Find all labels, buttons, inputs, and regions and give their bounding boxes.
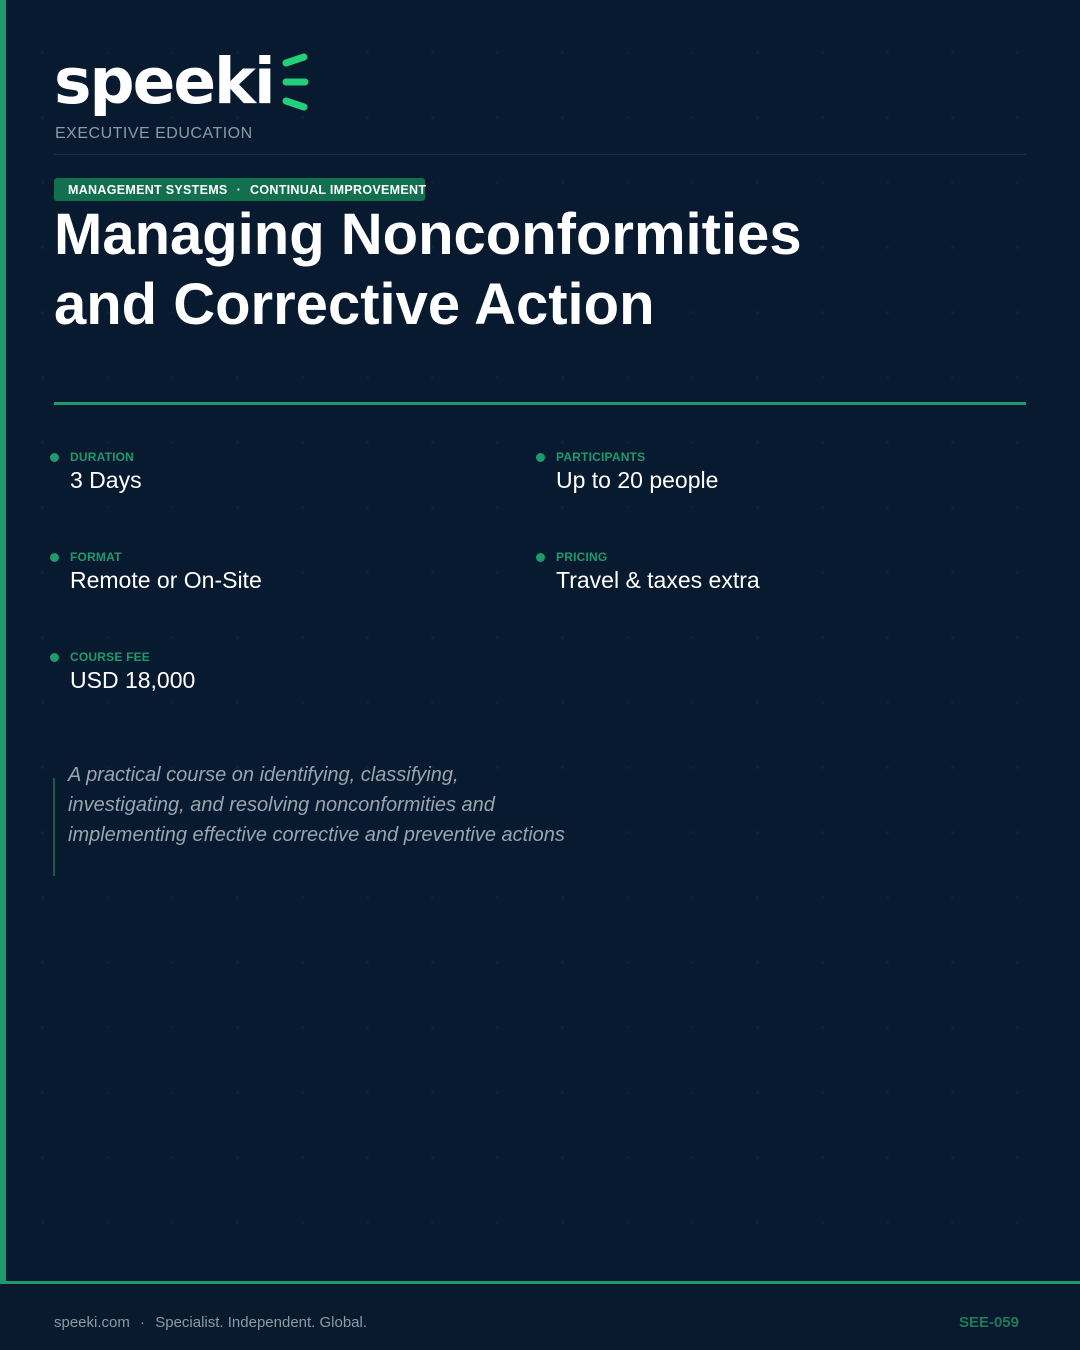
footer-site-link[interactable]: speeki.com (54, 1314, 130, 1331)
footer-tagline: Specialist. Independent. Global. (155, 1314, 368, 1331)
detail-duration (70, 450, 142, 495)
tag-separator: · (236, 182, 242, 197)
detail-value: Travel & taxes extra (556, 567, 760, 593)
bullet-dot (50, 453, 59, 462)
detail-value: Remote or On-Site (70, 567, 262, 593)
speech-lines-icon (278, 51, 312, 113)
bullet-dot (536, 553, 545, 562)
description-line-3: implementing effective corrective and preventive actions (68, 824, 565, 846)
bullet-dot (50, 653, 59, 662)
page-footer (0, 1281, 1080, 1350)
course-code: SEE-059 (958, 1314, 1019, 1331)
brand-logo (54, 45, 312, 118)
detail-label: PRICING (556, 550, 608, 564)
detail-label: FORMAT (70, 550, 122, 564)
detail-label: COURSE FEE (70, 650, 151, 664)
title-line-1: Managing Nonconformities (54, 202, 802, 267)
detail-format (70, 550, 262, 595)
detail-label: DURATION (70, 450, 135, 464)
title-line-2: and Corrective Action (54, 272, 655, 337)
brand-wordmark: speeki (54, 45, 274, 118)
detail-participants (556, 450, 718, 495)
bullet-dot (536, 453, 545, 462)
detail-course-fee (70, 650, 195, 695)
tag-secondary: CONTINUAL IMPROVEMENT (250, 182, 427, 197)
title-divider (54, 402, 1026, 405)
bullet-dot (50, 553, 59, 562)
footer-separator: · (140, 1314, 146, 1331)
category-tag (54, 178, 425, 201)
detail-value: Up to 20 people (556, 467, 719, 493)
quote-accent-bar (53, 778, 55, 876)
detail-pricing (556, 550, 760, 595)
course-description (68, 760, 608, 850)
description-line-2: investigating, and resolving nonconformities and (68, 794, 495, 816)
detail-value: 3 Days (70, 467, 142, 493)
tag-primary: MANAGEMENT SYSTEMS (68, 182, 228, 197)
left-accent-bar (0, 0, 6, 1284)
detail-value: USD 18,000 (70, 667, 196, 693)
course-title (54, 200, 954, 340)
brand-subtitle: EXECUTIVE EDUCATION (55, 125, 253, 142)
footer-info (54, 1314, 367, 1331)
header-divider (54, 154, 1026, 155)
description-line-1: A practical course on identifying, classifying, (68, 764, 459, 786)
detail-label: PARTICIPANTS (556, 450, 646, 464)
